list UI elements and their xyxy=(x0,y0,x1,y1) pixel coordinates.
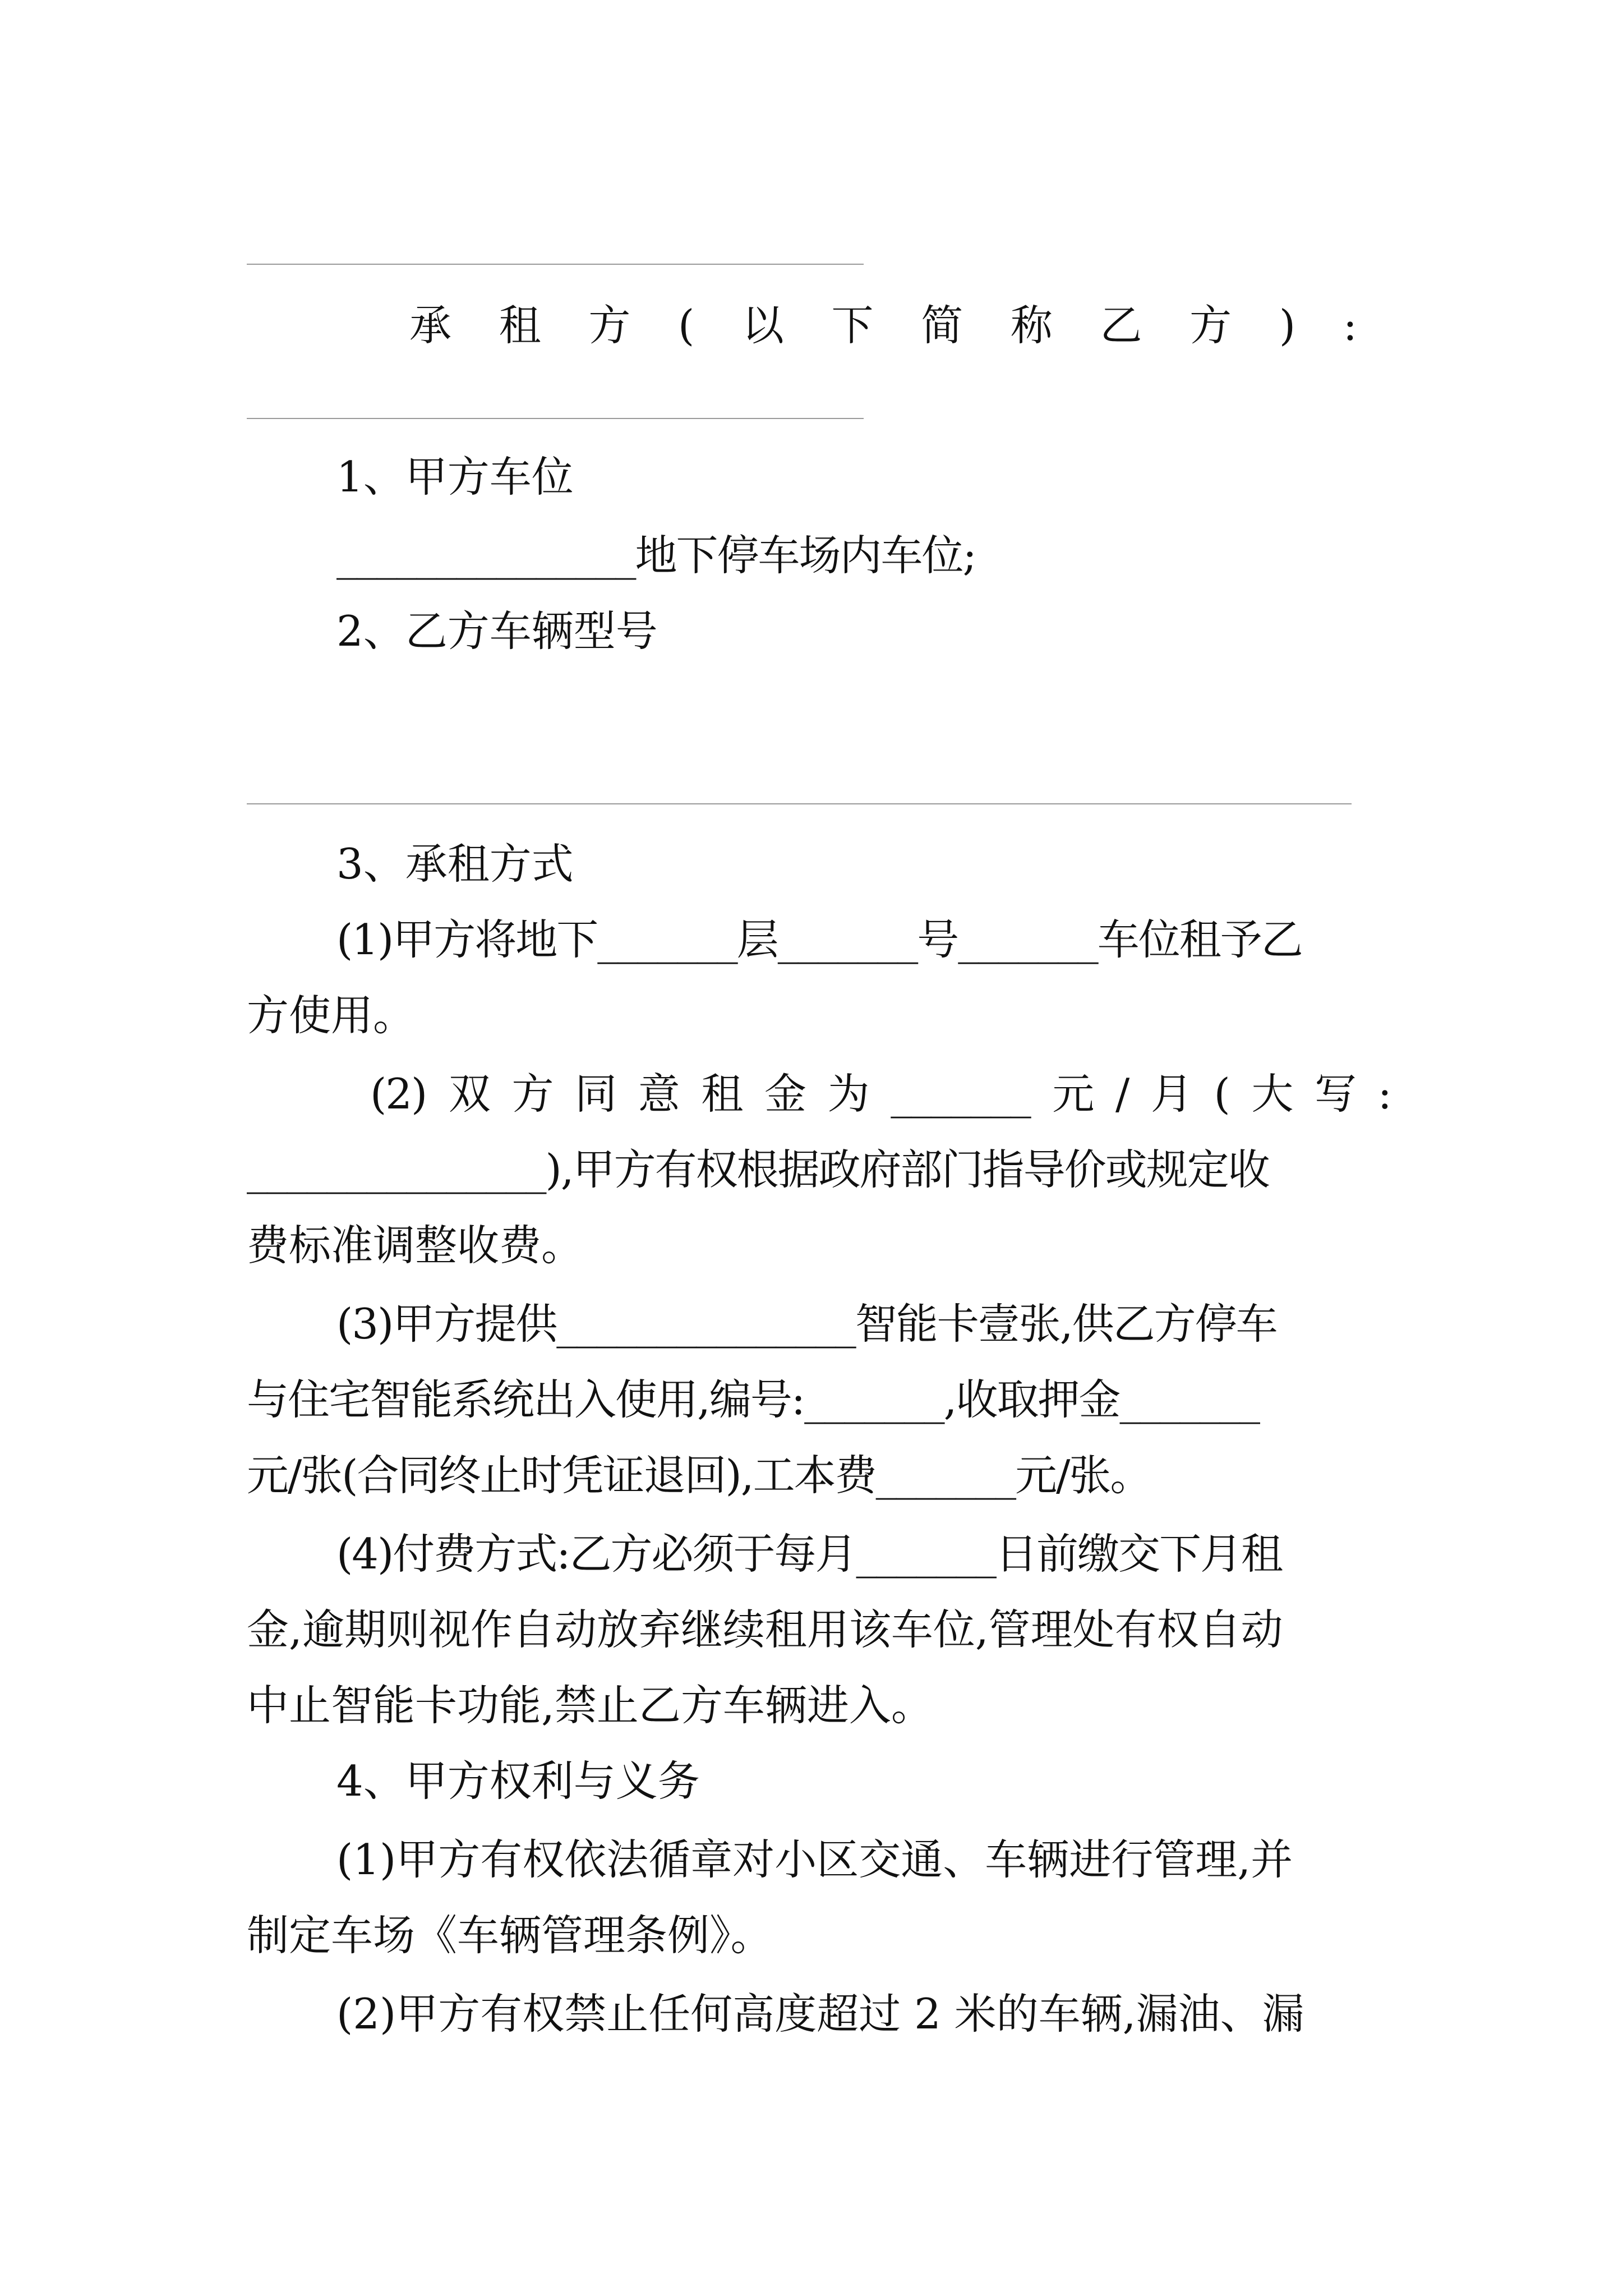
item2-token: 大 xyxy=(1251,1069,1293,1119)
section3-item1-line1: (1)甲方将地下_______层_______号_______车位租予乙 xyxy=(336,915,1302,964)
section3-heading: 3、承租方式 xyxy=(336,839,574,889)
section1-line: _______________地下停车场内车位; xyxy=(336,531,976,580)
lessee-line xyxy=(409,297,1357,353)
blank-underline-lessee xyxy=(247,418,864,419)
lessee-char: 乙 xyxy=(1100,301,1142,350)
lessee-char: 租 xyxy=(499,301,541,350)
lessee-char: ) xyxy=(1279,301,1296,350)
section3-item3-line3: 元/张(合同终止时凭证退回),工本费_______元/张。 xyxy=(247,1451,1151,1500)
blank-underline-top xyxy=(247,264,864,265)
section1-heading: 1、甲方车位 xyxy=(336,452,574,501)
lessee-char: 下 xyxy=(831,301,874,350)
item2-token: 写 xyxy=(1314,1069,1355,1119)
item2-token: 意 xyxy=(638,1069,679,1119)
section3-item4-line2: 金,逾期则视作自动放弃继续租用该车位,管理处有权自动 xyxy=(247,1605,1283,1654)
item2-token: : xyxy=(1377,1069,1391,1119)
item2-token: 金 xyxy=(764,1069,805,1119)
section3-item2-line1 xyxy=(370,1066,1391,1122)
section3-item3-line2: 与住宅智能系统出入使用,编号:_______,收取押金_______ xyxy=(247,1375,1259,1424)
item2-token: ( xyxy=(1214,1069,1229,1119)
item2-token: / xyxy=(1115,1069,1129,1119)
item2-token: 为 xyxy=(827,1069,869,1119)
item2-token: 同 xyxy=(575,1069,616,1119)
item2-token: 方 xyxy=(511,1069,553,1119)
lessee-char: 简 xyxy=(921,301,963,350)
item2-token: 月 xyxy=(1150,1069,1192,1119)
section4-item1-line1: (1)甲方有权依法循章对小区交通、车辆进行管理,并 xyxy=(336,1835,1293,1884)
section3-item2-line2: _______________),甲方有权根据政府部门指导价或规定收 xyxy=(247,1145,1269,1194)
section3-item3-line1: (3)甲方提供_______________智能卡壹张,供乙方停车 xyxy=(336,1299,1277,1349)
lessee-char: : xyxy=(1343,301,1357,350)
item2-token: (2) xyxy=(370,1069,427,1119)
section2-heading: 2、乙方车辆型号 xyxy=(336,606,658,656)
lessee-char: 方 xyxy=(1189,301,1232,350)
section3-item4-line3: 中止智能卡功能,禁止乙方车辆进入。 xyxy=(247,1681,933,1730)
lessee-char: 方 xyxy=(588,301,631,350)
section4-heading: 4、甲方权利与义务 xyxy=(336,1756,700,1806)
section3-item2-line3: 费标准调整收费。 xyxy=(247,1221,584,1270)
section4-item1-line2: 制定车场《车辆管理条例》。 xyxy=(247,1911,773,1960)
section3-item4-line1: (4)付费方式:乙方必须于每月_______日前缴交下月租 xyxy=(336,1529,1283,1579)
item2-token: 双 xyxy=(448,1069,490,1119)
lessee-char: 称 xyxy=(1010,301,1053,350)
section3-item1-line2: 方使用。 xyxy=(247,991,416,1040)
item2-token: 元 xyxy=(1052,1069,1094,1119)
lessee-char: ( xyxy=(677,301,695,350)
item2-token: _______ xyxy=(891,1069,1030,1119)
item2-token: 租 xyxy=(701,1069,743,1119)
lessee-char: 承 xyxy=(409,301,452,350)
blank-underline-vehicle xyxy=(247,803,1352,804)
section4-item2-line1: (2)甲方有权禁止任何高度超过 2 米的车辆,漏油、漏 xyxy=(336,1989,1304,2039)
lessee-char: 以 xyxy=(741,301,784,350)
